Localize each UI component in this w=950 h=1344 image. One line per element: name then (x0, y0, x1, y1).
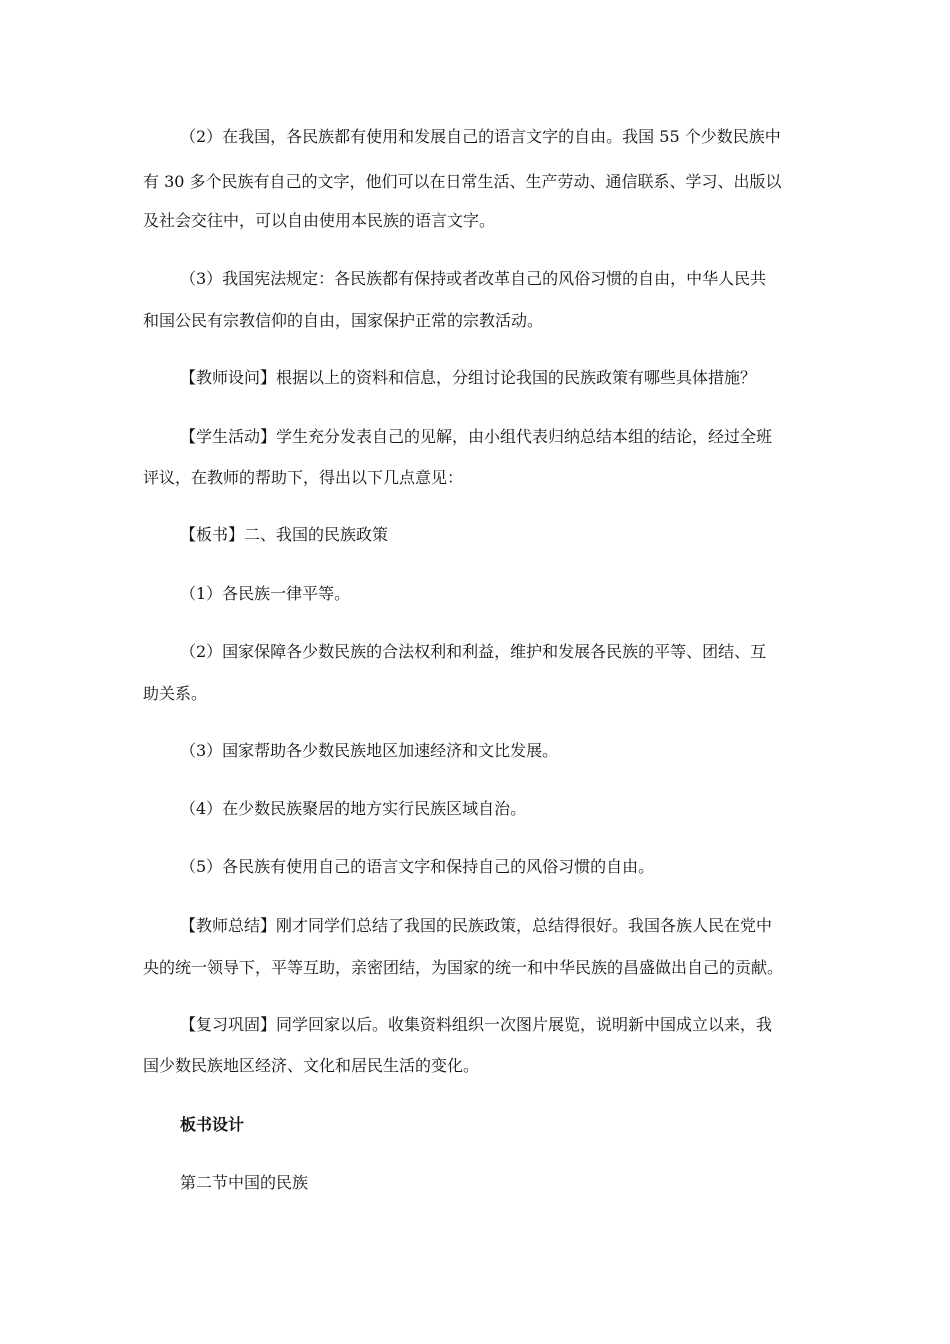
paragraph-1-line-3: 及社会交往中，可以自由使用本民族的语言文字。 (143, 211, 496, 230)
policy-item-5: （5）各民族有使用自己的语言文字和保持自己的风俗习惯的自由。 (180, 857, 655, 876)
review-line-2: 国少数民族地区经济、文化和居民生活的变化。 (143, 1056, 480, 1075)
paragraph-1-line-1: （2）在我国，各民族都有使用和发展自己的语言文字的自由。我国 55 个少数民族中 (180, 127, 781, 146)
student-activity-line-1: 【学生活动】学生充分发表自己的见解，由小组代表归纳总结本组的结论，经过全班 (180, 427, 773, 446)
student-activity-line-2: 评议，在教师的帮助下，得出以下几点意见： (143, 468, 464, 487)
policy-item-3: （3）国家帮助各少数民族地区加速经济和文比发展。 (180, 741, 559, 760)
review-line-1: 【复习巩固】同学回家以后。收集资料组织一次图片展览，说明新中国成立以来，我 (180, 1015, 773, 1034)
board-design-section-title: 第二节中国的民族 (180, 1173, 309, 1192)
policy-item-4: （4）在少数民族聚居的地方实行民族区域自治。 (180, 799, 527, 818)
policy-item-2-line-2: 助关系。 (143, 684, 208, 703)
board-design-heading: 板书设计 (180, 1115, 245, 1134)
teacher-summary-line-1: 【教师总结】刚才同学们总结了我国的民族政策，总结得很好。我国各族人民在党中 (180, 916, 773, 935)
policy-item-1: （1）各民族一律平等。 (180, 584, 351, 603)
paragraph-2-line-1: （3）我国宪法规定：各民族都有保持或者改革自己的风俗习惯的自由，中华人民共 (180, 269, 767, 288)
board-note: 【板书】二、我国的民族政策 (180, 525, 389, 544)
teacher-question: 【教师设问】根据以上的资料和信息，分组讨论我国的民族政策有哪些具体措施？ (180, 368, 757, 387)
paragraph-1-line-2: 有 30 多个民族有自己的文字，他们可以在日常生活、生产劳动、通信联系、学习、出版以 (143, 172, 782, 191)
policy-item-2-line-1: （2）国家保障各少数民族的合法权利和利益，维护和发展各民族的平等、团结、互 (180, 642, 767, 661)
teacher-summary-line-2: 央的统一领导下，平等互助，亲密团结，为国家的统一和中华民族的昌盛做出自己的贡献。 (143, 958, 784, 977)
paragraph-2-line-2: 和国公民有宗教信仰的自由，国家保护正常的宗教活动。 (143, 311, 544, 330)
